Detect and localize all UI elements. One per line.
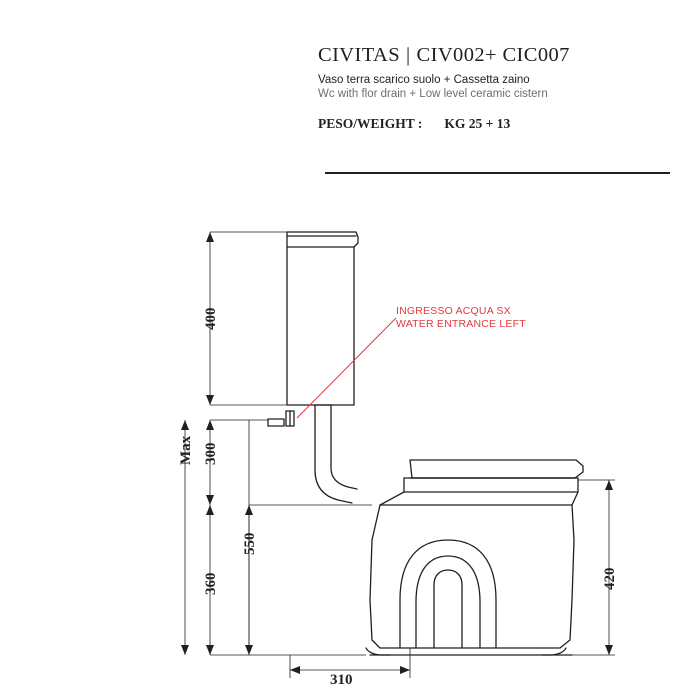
description-english: Wc with flor drain + Low level ceramic cistern	[318, 88, 548, 100]
dimension-360: 360	[203, 572, 219, 595]
flush-pipe	[315, 405, 357, 503]
dimension-420: 420	[602, 567, 618, 590]
dimension-310: 310	[330, 672, 353, 688]
dimension-arrows	[181, 232, 613, 674]
weight-value: KG 25 + 13	[444, 116, 511, 131]
description-italian: Vaso terra scarico suolo + Cassetta zaino	[318, 74, 530, 86]
annotation-leader	[297, 318, 396, 418]
dimension-550: 550	[242, 532, 258, 555]
wc-bowl-outline	[366, 460, 583, 655]
title-separator: |	[406, 44, 411, 66]
annotation-line-italian: INGRESSO ACQUA SX	[396, 305, 511, 317]
brand-name: CIVITAS	[318, 44, 401, 66]
dimension-300: 300	[203, 442, 219, 465]
water-entrance-annotation	[396, 305, 526, 331]
dimension-400: 400	[203, 307, 219, 330]
water-inlet-fitting	[268, 411, 294, 426]
product-codes: CIV002+ CIC007	[416, 44, 570, 66]
annotation-line-english: WATER ENTRANCE LEFT	[396, 318, 526, 331]
dimension-max-label: Max	[178, 435, 194, 465]
weight-label: PESO/WEIGHT :	[318, 116, 423, 131]
cistern-outline	[287, 232, 358, 405]
